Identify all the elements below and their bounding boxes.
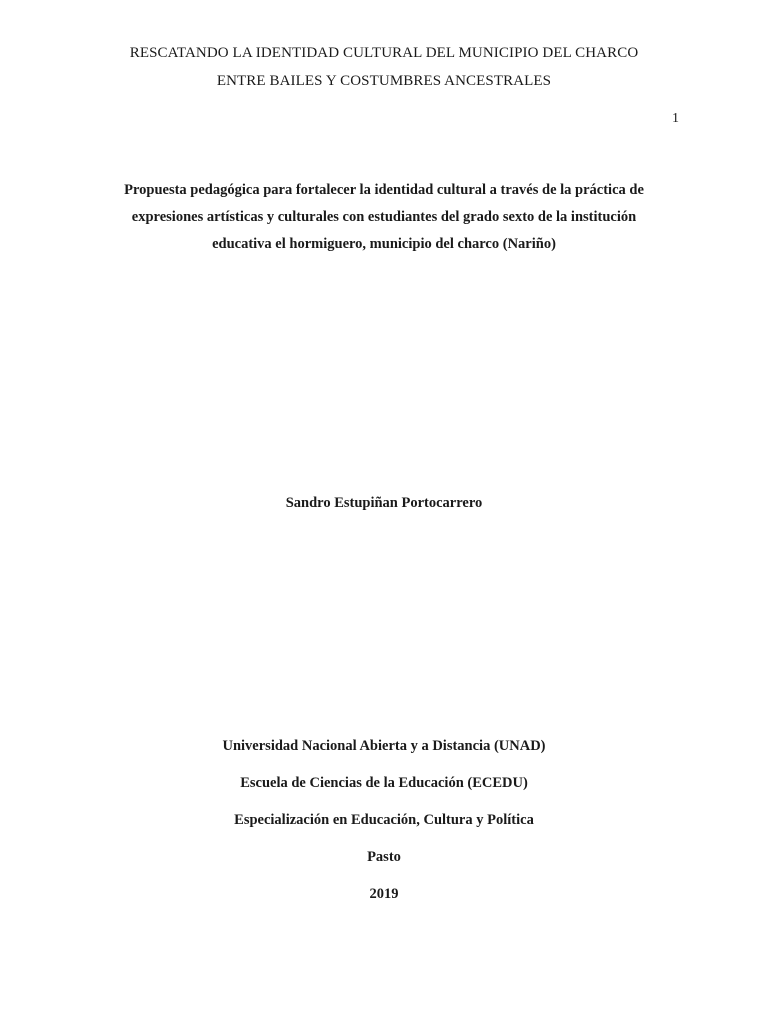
running-head-line-1: RESCATANDO LA IDENTIDAD CULTURAL DEL MUNICIPIO DEL CHARCO — [129, 45, 639, 61]
proposal-title-line-3: educativa el hormiguero, municipio del charco (Nariño) — [212, 236, 556, 252]
program-name: Especialización en Educación, Cultura y Política — [234, 812, 534, 828]
school-name: Escuela de Ciencias de la Educación (ECEDU) — [240, 775, 528, 791]
year: 2019 — [369, 886, 399, 902]
running-head-line-2: ENTRE BAILES Y COSTUMBRES ANCESTRALES — [216, 73, 552, 89]
page-number: 1 — [672, 111, 679, 126]
proposal-title-line-1: Propuesta pedagógica para fortalecer la identidad cultural a través de la práctica de — [124, 182, 644, 198]
university-name: Universidad Nacional Abierta y a Distancia (UNAD) — [222, 738, 546, 754]
proposal-title-line-2: expresiones artísticas y culturales con estudiantes del grado sexto de la institución — [131, 209, 637, 225]
author-name: Sandro Estupiñan Portocarrero — [285, 495, 483, 511]
proposal-title — [0, 181, 768, 262]
city-name: Pasto — [367, 849, 401, 865]
